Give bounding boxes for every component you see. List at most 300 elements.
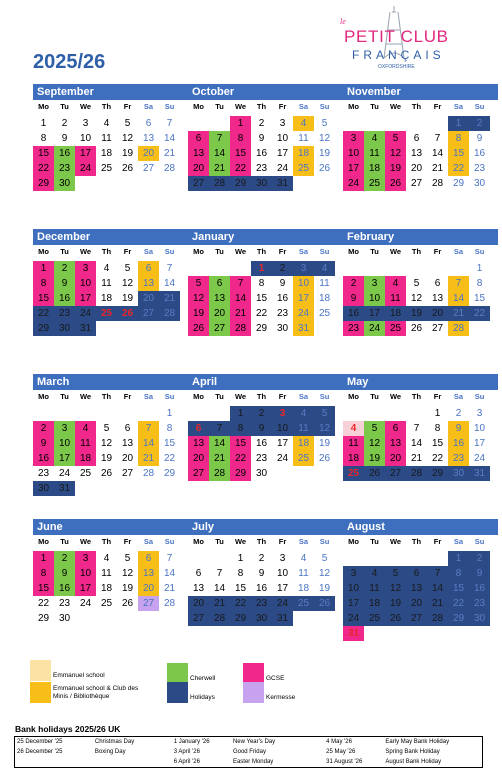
- month-title: February: [343, 229, 498, 245]
- day-cell: 13: [142, 133, 155, 144]
- day-cell: 22: [230, 161, 251, 176]
- day-cell: 18: [75, 451, 96, 466]
- day-cell: 15: [230, 436, 251, 451]
- day-cell: 23: [58, 598, 71, 609]
- day-cell: 6: [413, 133, 420, 144]
- day-cell: 7: [166, 118, 173, 129]
- day-cell: 12: [318, 133, 331, 144]
- legend-label: Emmanuel school: [53, 672, 105, 679]
- logo-line2: FRANÇAIS: [352, 48, 445, 62]
- weekday-header: Su: [474, 537, 485, 546]
- day-grid: [343, 406, 498, 481]
- day-cell: 8: [33, 566, 54, 581]
- day-cell: 9: [448, 421, 469, 436]
- day-cell: 28: [163, 598, 176, 609]
- day-grid: [343, 551, 498, 641]
- day-cell: 19: [406, 306, 427, 321]
- month-october: [188, 84, 343, 191]
- bank-holiday-name: August Bank Holiday: [385, 759, 442, 765]
- weekday-header: Th: [411, 537, 422, 546]
- empty-cell: [364, 406, 385, 421]
- day-cell: 14: [230, 291, 251, 306]
- day-cell: 24: [293, 306, 314, 321]
- bank-holiday-name: Boxing Day: [94, 749, 126, 755]
- day-cell: 14: [138, 436, 159, 451]
- day-cell: 13: [121, 438, 134, 449]
- day-cell: 27: [138, 306, 159, 321]
- day-cell: 29: [255, 323, 268, 334]
- empty-cell: [343, 551, 364, 566]
- day-cell: 5: [321, 553, 328, 564]
- day-cell: 18: [364, 596, 385, 611]
- weekday-header-row: [188, 390, 343, 404]
- day-cell: 8: [166, 423, 173, 434]
- day-cell: 19: [318, 148, 331, 159]
- day-cell: 21: [163, 583, 176, 594]
- day-cell: 30: [473, 178, 486, 189]
- empty-cell: [406, 116, 427, 131]
- empty-cell: [364, 261, 385, 276]
- empty-cell: [343, 116, 364, 131]
- day-cell: 20: [138, 581, 159, 596]
- day-cell: 16: [448, 436, 469, 451]
- day-cell: 19: [318, 438, 331, 449]
- empty-cell: [75, 406, 96, 421]
- day-cell: 4: [364, 131, 385, 146]
- empty-cell: [364, 551, 385, 566]
- weekday-header: Fr: [278, 102, 287, 111]
- weekday-header-row: [343, 535, 498, 549]
- day-cell: 3: [343, 566, 364, 581]
- weekday-header: Th: [411, 392, 422, 401]
- day-cell: 7: [166, 553, 173, 564]
- day-cell: 31: [272, 176, 293, 191]
- weekday-header-row: [33, 390, 188, 404]
- day-cell: 16: [276, 293, 289, 304]
- weekday-header: Th: [101, 247, 112, 256]
- weekday-header: Fr: [433, 247, 442, 256]
- weekday-header: Su: [164, 247, 175, 256]
- day-grid: [33, 116, 188, 191]
- day-cell: 20: [209, 306, 230, 321]
- day-cell: 20: [138, 291, 159, 306]
- day-cell: 4: [364, 566, 385, 581]
- day-cell: 28: [431, 178, 444, 189]
- bank-holiday-name: New Year's Day: [232, 739, 276, 745]
- day-cell: 11: [364, 581, 385, 596]
- bank-holiday-name: Good Friday: [232, 749, 266, 755]
- day-cell: 15: [448, 581, 469, 596]
- day-cell: 9: [279, 278, 286, 289]
- day-cell: 1: [33, 261, 54, 276]
- day-cell: 9: [258, 133, 265, 144]
- day-cell: 11: [101, 568, 112, 579]
- day-cell: 18: [100, 583, 113, 594]
- day-cell: 9: [343, 291, 364, 306]
- day-cell: 12: [121, 133, 134, 144]
- day-cell: 4: [385, 276, 406, 291]
- day-cell: 24: [473, 453, 486, 464]
- empty-cell: [209, 261, 230, 276]
- day-cell: 25: [343, 466, 364, 481]
- day-cell: 3: [293, 261, 314, 276]
- day-cell: 18: [343, 451, 364, 466]
- weekday-header: We: [234, 392, 247, 401]
- day-cell: 13: [138, 276, 159, 291]
- weekday-header: Fr: [433, 102, 442, 111]
- day-cell: 11: [101, 278, 112, 289]
- day-cell: 3: [476, 408, 483, 419]
- weekday-header: Tu: [60, 392, 69, 401]
- day-cell: 29: [427, 466, 448, 481]
- day-cell: 2: [33, 421, 54, 436]
- day-cell: 3: [82, 118, 89, 129]
- bank-holiday-name: Easter Monday: [232, 759, 274, 765]
- day-cell: 20: [406, 596, 427, 611]
- day-cell: 17: [276, 583, 289, 594]
- day-cell: 9: [54, 276, 75, 291]
- day-cell: 1: [230, 406, 251, 421]
- day-cell: 11: [75, 436, 96, 451]
- day-cell: 17: [54, 451, 75, 466]
- weekday-header: Su: [319, 537, 330, 546]
- day-cell: 10: [343, 146, 364, 161]
- day-grid: [188, 116, 343, 191]
- month-september: [33, 84, 188, 191]
- day-cell: 20: [138, 146, 159, 161]
- empty-cell: [138, 406, 159, 421]
- legend-label: Kermesse: [266, 694, 296, 701]
- day-cell: 8: [237, 568, 244, 579]
- day-cell: 31: [293, 321, 314, 336]
- month-december: [33, 229, 188, 336]
- day-cell: 11: [364, 146, 385, 161]
- day-cell: 23: [255, 163, 268, 174]
- day-cell: 1: [251, 261, 272, 276]
- weekday-header: Th: [411, 247, 422, 256]
- day-cell: 21: [209, 451, 230, 466]
- day-cell: 26: [100, 468, 113, 479]
- weekday-header: Mo: [38, 392, 49, 401]
- day-cell: 15: [33, 146, 54, 161]
- day-cell: 27: [406, 611, 427, 626]
- day-cell: 22: [469, 306, 490, 321]
- weekday-header: Tu: [215, 102, 224, 111]
- empty-cell: [209, 116, 230, 131]
- weekday-header: Th: [101, 392, 112, 401]
- day-cell: 5: [124, 118, 131, 129]
- weekday-header-row: [33, 535, 188, 549]
- day-cell: 16: [54, 146, 75, 161]
- legend-label: GCSE: [266, 675, 285, 682]
- day-cell: 21: [163, 148, 176, 159]
- day-cell: 5: [385, 131, 406, 146]
- day-cell: 10: [473, 423, 486, 434]
- day-cell: 14: [448, 291, 469, 306]
- weekday-header: Th: [101, 537, 112, 546]
- day-cell: 18: [100, 148, 113, 159]
- day-cell: 21: [209, 596, 230, 611]
- month-title: April: [188, 374, 343, 390]
- weekday-header-row: [343, 245, 498, 259]
- day-cell: 7: [427, 566, 448, 581]
- day-cell: 23: [54, 161, 75, 176]
- day-cell: 14: [163, 133, 176, 144]
- month-title: March: [33, 374, 188, 390]
- day-cell: 30: [58, 613, 71, 624]
- bank-holiday-name: Christmas Day: [94, 739, 135, 745]
- day-cell: 12: [385, 146, 406, 161]
- day-cell: 8: [230, 131, 251, 146]
- month-title: June: [33, 519, 188, 535]
- legend-swatch: [167, 663, 188, 684]
- day-cell: 3: [54, 421, 75, 436]
- day-cell: 4: [293, 116, 314, 131]
- day-cell: 6: [195, 568, 202, 579]
- day-cell: 16: [343, 306, 364, 321]
- day-cell: 23: [255, 453, 268, 464]
- day-cell: 3: [75, 261, 96, 276]
- day-cell: 8: [448, 131, 469, 146]
- bank-holiday-date: 1 January '26: [173, 739, 210, 745]
- weekday-header: Fr: [123, 537, 132, 546]
- day-cell: 17: [75, 581, 96, 596]
- weekday-header: Sa: [298, 537, 309, 546]
- empty-cell: [96, 406, 117, 421]
- bank-holiday-date: 25 May '26: [326, 749, 356, 755]
- day-cell: 2: [469, 551, 490, 566]
- day-cell: 6: [209, 276, 230, 291]
- empty-cell: [117, 406, 138, 421]
- day-cell: 21: [230, 306, 251, 321]
- weekday-header: We: [79, 392, 92, 401]
- weekday-header: Th: [256, 247, 267, 256]
- day-cell: 25: [293, 161, 314, 176]
- weekday-header-row: [188, 100, 343, 114]
- weekday-header: Fr: [278, 392, 287, 401]
- day-cell: 1: [237, 553, 244, 564]
- day-cell: 1: [33, 551, 54, 566]
- day-cell: 31: [469, 466, 490, 481]
- day-cell: 29: [230, 466, 251, 481]
- day-cell: 1: [476, 263, 483, 274]
- legend-swatch: [243, 663, 264, 684]
- day-cell: 2: [54, 551, 75, 566]
- day-cell: 15: [473, 293, 486, 304]
- day-cell: 1: [448, 116, 469, 131]
- day-cell: 23: [54, 306, 75, 321]
- day-cell: 17: [343, 596, 364, 611]
- weekday-header: Su: [319, 247, 330, 256]
- legend-item-emma: [30, 682, 153, 703]
- day-grid: [343, 261, 498, 336]
- weekday-header: Th: [256, 392, 267, 401]
- day-cell: 5: [188, 276, 209, 291]
- day-cell: 7: [413, 423, 420, 434]
- weekday-header: Su: [164, 102, 175, 111]
- day-cell: 29: [33, 176, 54, 191]
- day-cell: 7: [138, 421, 159, 436]
- legend-item-kerm: [243, 682, 346, 703]
- day-cell: 21: [138, 451, 159, 466]
- day-cell: 30: [251, 611, 272, 626]
- day-cell: 12: [121, 278, 134, 289]
- empty-cell: [385, 261, 406, 276]
- bank-holiday-name: Spring Bank Holiday: [385, 749, 440, 755]
- day-cell: 21: [427, 596, 448, 611]
- day-cell: 5: [124, 553, 131, 564]
- day-cell: 20: [385, 451, 406, 466]
- day-cell: 12: [188, 291, 209, 306]
- day-cell: 6: [434, 278, 441, 289]
- day-cell: 26: [121, 163, 134, 174]
- empty-cell: [33, 406, 54, 421]
- day-cell: 10: [364, 291, 385, 306]
- bank-holiday-date: 31 August '26: [326, 759, 363, 765]
- day-cell: 18: [364, 161, 385, 176]
- day-cell: 15: [448, 146, 469, 161]
- day-cell: 12: [121, 568, 134, 579]
- day-cell: 24: [75, 161, 96, 176]
- day-cell: 2: [61, 118, 68, 129]
- day-cell: 7: [166, 263, 173, 274]
- day-cell: 26: [188, 321, 209, 336]
- day-cell: 4: [314, 261, 335, 276]
- legend-label: Holidays: [190, 694, 215, 701]
- weekday-header: Sa: [143, 537, 154, 546]
- day-cell: 30: [276, 323, 289, 334]
- legend-swatch: [167, 682, 188, 703]
- day-cell: 28: [209, 611, 230, 626]
- weekday-header-row: [343, 100, 498, 114]
- month-february: [343, 229, 498, 336]
- legend-label: Emmanuel school & Club des Minis / Bibliothèque: [53, 685, 139, 700]
- empty-cell: [448, 261, 469, 276]
- day-cell: 4: [103, 118, 110, 129]
- day-cell: 16: [473, 148, 486, 159]
- day-cell: 30: [33, 481, 54, 496]
- day-cell: 10: [276, 568, 289, 579]
- weekday-header: We: [389, 247, 402, 256]
- day-cell: 22: [33, 306, 54, 321]
- weekday-header: Fr: [278, 247, 287, 256]
- day-cell: 2: [251, 406, 272, 421]
- weekday-header: Th: [256, 537, 267, 546]
- weekday-header: Tu: [60, 537, 69, 546]
- day-cell: 27: [188, 176, 209, 191]
- day-cell: 22: [448, 161, 469, 176]
- empty-cell: [385, 406, 406, 421]
- day-cell: 14: [163, 278, 176, 289]
- day-cell: 17: [276, 148, 289, 159]
- day-cell: 29: [37, 613, 50, 624]
- day-cell: 26: [314, 596, 335, 611]
- empty-cell: [343, 406, 364, 421]
- weekday-header: Sa: [298, 392, 309, 401]
- day-cell: 31: [75, 321, 96, 336]
- weekday-header: Sa: [298, 247, 309, 256]
- day-cell: 24: [276, 453, 289, 464]
- day-cell: 5: [321, 118, 328, 129]
- day-cell: 15: [234, 583, 247, 594]
- weekday-header: Sa: [453, 392, 464, 401]
- day-cell: 3: [75, 551, 96, 566]
- bank-holiday-date: 3 April '26: [173, 749, 200, 755]
- weekday-header: We: [79, 247, 92, 256]
- day-cell: 13: [188, 146, 209, 161]
- weekday-header: Sa: [143, 392, 154, 401]
- day-grid: [33, 406, 188, 496]
- day-cell: 12: [318, 568, 331, 579]
- day-cell: 6: [188, 421, 209, 436]
- day-cell: 26: [117, 306, 138, 321]
- empty-cell: [385, 116, 406, 131]
- day-cell: 16: [255, 583, 268, 594]
- day-cell: 18: [100, 293, 113, 304]
- day-cell: 10: [75, 276, 96, 291]
- day-cell: 29: [448, 611, 469, 626]
- day-cell: 8: [40, 133, 47, 144]
- day-cell: 6: [188, 131, 209, 146]
- weekday-header: Su: [319, 392, 330, 401]
- day-cell: 9: [258, 568, 265, 579]
- month-april: [188, 374, 343, 481]
- legend-item-emlt: [30, 660, 133, 681]
- day-cell: 1: [40, 118, 47, 129]
- day-cell: 26: [385, 611, 406, 626]
- weekday-header: We: [389, 392, 402, 401]
- day-cell: 17: [364, 306, 385, 321]
- empty-cell: [406, 551, 427, 566]
- day-cell: 22: [37, 598, 50, 609]
- day-cell: 22: [230, 451, 251, 466]
- empty-cell: [427, 261, 448, 276]
- day-cell: 24: [364, 321, 385, 336]
- year-title: 2025/26: [33, 51, 106, 73]
- day-cell: 25: [364, 176, 385, 191]
- day-cell: 7: [216, 568, 223, 579]
- day-cell: 28: [448, 321, 469, 336]
- day-cell: 4: [300, 553, 307, 564]
- month-may: [343, 374, 498, 481]
- day-cell: 20: [410, 163, 423, 174]
- weekday-header-row: [33, 245, 188, 259]
- day-cell: 12: [385, 581, 406, 596]
- weekday-header: Fr: [123, 247, 132, 256]
- empty-cell: [209, 551, 230, 566]
- day-cell: 10: [75, 566, 96, 581]
- day-cell: 29: [163, 468, 176, 479]
- day-cell: 14: [213, 583, 226, 594]
- day-cell: 27: [431, 323, 444, 334]
- day-cell: 21: [209, 161, 230, 176]
- weekday-header: Mo: [193, 102, 204, 111]
- day-cell: 17: [276, 438, 289, 449]
- weekday-header-row: [33, 100, 188, 114]
- empty-cell: [427, 551, 448, 566]
- legend-label: Cherwell: [190, 675, 216, 682]
- day-cell: 2: [455, 408, 462, 419]
- day-cell: 12: [314, 421, 335, 436]
- day-cell: 21: [448, 306, 469, 321]
- day-cell: 28: [142, 468, 155, 479]
- day-cell: 19: [385, 161, 406, 176]
- weekday-header: Mo: [193, 537, 204, 546]
- month-title: December: [33, 229, 188, 245]
- day-cell: 2: [258, 553, 265, 564]
- day-cell: 16: [54, 581, 75, 596]
- weekday-header: Tu: [60, 247, 69, 256]
